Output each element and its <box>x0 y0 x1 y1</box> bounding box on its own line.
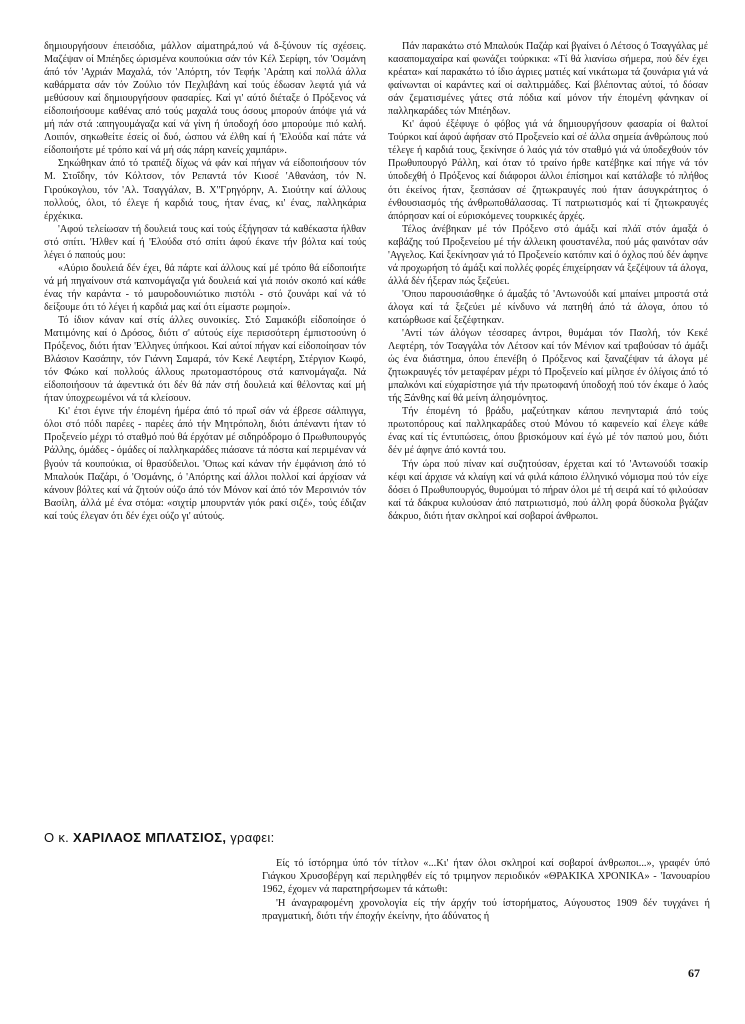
paragraph: 'Αφού τελείωσαν τή δουλειά τους καί τούς έξήγησαν τά καθέκαστα ήλθαν στό σπίτι. 'Ηλθεν καί ή 'Ελούδα στό σπίτι άφού έκανε τήν βόλτα καί τούς λέγει ό παπούς μου: <box>44 223 366 261</box>
left-column <box>44 40 366 523</box>
author-name: ΧΑΡΙΛΑΟΣ ΜΠΛΑΤΣΙΟΣ, <box>72 830 227 845</box>
paragraph: Σηκώθηκαν άπό τό τραπέζι δίχως νά φάν καί πήγαν νά είδοποιήσουν τόν Μ. Στοΐδην, τόν Κόλτσον, τόν Ρεπαντά τόν Κιοσέ 'Αθανάση, τόν Ν. Γιρούκογλου, τόν 'Αλ. Τσαγγάλαν, Β. Χ''Γρηγόρην, Α. Σιούτην καί άλλους πολλούς, όλοι, τό έλεγε ή καρδιά τους, ήταν ένας, κι' ένας, παλληκάρια έρχέκικα. <box>44 158 366 222</box>
paragraph: δημιουργήσουν έπεισόδια, μάλλον αίματηρά,πού νά δ-ξύνουν τίς σχέσεις. Μαζέψαν οί Μπέηδες ώρισμένα κουπούκια σάν τόν Κέλ Σερίφη, τόν 'Οσμάνη άπό τόν 'Αχριάν Μαχαλά, τόν 'Απόρτη, τόν Τεφήκ 'Αράπη καί πολλά άλλα καθάρματα σάν τόν Ζούλιο τόν Πεχλιβάνη καί τούς έδωσαν λεφτά γιά νά μεθύσουν καί δημιουργήσουν φασαρίες. Καί γι' αύτό διέταξε ό Πρόξενος νά είδοποιήσουμε καθένας από τούς μαχαλά τους όσους μπορούν άπόψε γιά νά μή πάν στά :απηγουμάγαζα καί νά γίνη ή ύποδοχή όσο μπορούμε πιό καλή. Λοιπόν, σηκωθείτε έσείς οί δυό, ώσπου νά έλθη καί ή 'Ελούδα καί πάτε νά είδοποιήστε μέ τρόπο καί νά μή σάς πάρη κανείς χαμπάρι». <box>44 41 366 157</box>
paragraph: 'Αντί τών άλόγων τέσσαρες άντροι, θυμάμαι τόν Πασλή, τόν Κεκέ Λεφτέρη, τόν Τσαγγάλα τόν Λέτσον καί τόν Μένιον καί τραβούσαν τό άμάξι ώς ένα διάστημα, όπου έπενέβη ό Πρόξενος καί ξαναζέψαν τά άλογα μέ ζητωκραυγές τόν μεταφέραν μέχρι τό Προξενείο καί μίλησε έν όλίγοις άπό τό μπαλκόνι καί εύχαρίστησε γιά τήν πρωτοφανή ύποδοχή πού τόν έκαμε ό λαός τής Ξάνθης καί θά μείνη άλησμόνητος. <box>388 328 708 405</box>
paragraph: Τέλος άνέβηκαν μέ τόν Πρόξενο στό άμάξι καί πλάϊ στόν άμαξά ό καβάζης τού Προξενείου μέ τήν άλλεικη φουστανέλα, πού μάς φαινόταν σάν 'Αγγελος. Καί ξεκίνησαν γιά τό Προξενείο κατόπιν καί ό όχλος πού δέν άφηνε νά προχωρήση τό άμάξι καί πολλές φορές έπιχείρησαν νά ξεζέψουν τά άλογα, άλλά δέν ήξεραν πώς ξεζεύει. <box>388 223 708 287</box>
right-column <box>388 40 708 523</box>
heading-suffix: γραφει: <box>230 830 275 845</box>
letter-body <box>262 857 710 923</box>
paragraph: 'Η άναγραφομένη χρονολογία είς τήν άρχήν τού ίστορήματος, Αύγουστος 1909 δέν τυγχάνει ή πραγματική, διότι τήν έποχήν έκείνην, ήτο άδύνατος ή <box>262 897 710 922</box>
letter-heading <box>44 830 275 845</box>
paragraph: «Αύριο δουλειά δέν έχει, θά πάρτε καί άλλους καί μέ τρόπο θά είδοποιήτε νά μή πηγαίνουν στά καπνομάγαζα γιά δουλειά καί γιά ποιόν σκοπό καί κάθε ένας τήν καράντα - τό μαυροδουνιώτικο πιστόλι - στό ζουνάρι καί νά τό δείξουμε ότι τό λέγει ή καρδιά μας καί ότι είμαστε ρωμηοί». <box>44 262 366 313</box>
heading-prefix: Ο κ. <box>44 830 70 845</box>
paragraph: Κι' άφού έξέφυγε ό φόβος γιά νά δημιουργήσουν φασαρία οί θαλτοί Τούρκοι καί άφού άφήσαν στό Προξενείο καί σέ άλλα σημεία άνθρώπους πού τέλεγε ή καρδιά τους, ξεκίνησε ό λαός γιά τόν σταθμό γιά νά ύποδεχθούν τόν Πρωθυπουργό Ράλλη, καί όταν τό τραίνο ήρθε κατέβηκε καί πήγε νά τόν ύποδεχθή ό Πρόξενος καί διάφοροι άλλοι έπίσημοι καί κατάλαβε τό πλήθος ότι έκείνος ήταν, ξεσπάσαν σέ ζητωκραυγές πού ήταν άσυγκράτητος ό ένθουσιασμός τής άνθρωποθάλασσας. Τί πατριωτισμός καί τί ζητωκραυγές άπόρησαν καί οί εύρισκόμενες τουρκικές άρχές. <box>388 119 708 222</box>
paragraph: Πάν παρακάτω στό Μπαλούκ Παζάρ καί βγαίνει ό Λέτσος ό Τσαγγάλας μέ κασαπομαχαίρα καί φωνάζει τούρκικα: «Τί θά λιανίσω σήμερα, πού δέν έχει κρέατα» καί παρακάτω τό ίδιο άγριες ματιές καί νικάτωμα τά ζουνάρια γιά νά φαίνωνται οί καράντες καί οί σαλτιρμάδες. Καί βλέποντας αύτοί, τό δόσαν σάν ζεματισμένες γάτες στά πόδια καί μόνον τήν έπομένη φάνηκαν οί παλληκαράδες τών Μπέηδων. <box>388 41 708 118</box>
paragraph: Κι' έτσι έγινε τήν έπομένη ήμέρα άπό τό πρωΐ σάν νά έβρεσε σάλπιγγα, όλοι στό πόδι παρέες - παρέες άπό τήν Μητρόπολη, διότι άπέναντι ήταν τό Προξενείο μέχρι τό σταθμό πού θά έρχόταν μέ σιδηρόδρομο ό Πρωθυπουργός Ράλλης, όμάδες - όμάδες οί παλληκαράδες πιάσανε τά πόστα καί περιμέναν νά βγούν τά κουπούκια, οί θρασύδειλοι. 'Οπως καί κάναν τήν έμφάνιση άπό τό Μπαλούκ Παζάρι, ό 'Οσμάνης, ό 'Απόρτης καί άλλοι πολλοί καί άρχίσαν νά κάνουν βόλτες καί νά ζητούν ούζο άπό τόν Μόνον καί άπό τόν Μερσινιόν τόν Βασίλη, άλλά μέ ένα στόμα: «σιχτίρ μπουρντάν γιόκ ρακί σιζέ», τούς έδιζαν καί τούς έλεγαν ότι δέν έχει ούζο γι' αύτούς. <box>44 406 366 522</box>
paragraph: Τό ίδιον κάναν καί στίς άλλες συνοικίες. Στό Σαμακόβι είδοποίησε ό Ματιμόνης καί ό Δρόσος, διότι σ' αύτούς είχε περισσότερη έμπιστοσύνη ό Πρόξενος, διότι ήταν 'Ελληνες ύπήκοοι. Καί αύτοί πήγαν καί είδοποίησαν τόν Βλάσιον Κασάπην, τόν Γιάννη Σαμαρά, τόν Κεκέ Λεφτέρη, Στέργιον Κωφό, τόν Φώκο καί πολλούς άλλους πρωτομαστόρους στά καπνομάγαζα. Νά είδοποιήσουν τά άφεντικά ότι δέν θά πάν στή δουλειά καί θέλοντας καί μή ήταν ύποχρεωμένοι νά τά κλείσουν. <box>44 314 366 405</box>
paragraph: Τήν έπομένη τό βράδυ, μαζεύτηκαν κάπου πενηνταριά άπό τούς πρωτοπόρους καί παλληκαράδες στού Μόνου τό καφενείο καί έλεγε κάθε ένας καί τίς έντυπώσεις, όπου βρισκόμουν καί έγώ μέ τόν παπού μου, διότι δέν μέ άφηνε άπό κοντά του. <box>388 406 708 457</box>
page-number: 67 <box>688 966 700 980</box>
paragraph: 'Οπου παρουσιάσθηκε ό άμαξάς τό 'Αντωνούδι καί μπαίνει μπροστά στά άλογα καί τά ξεζεύει μέ κίνδυνο νά πατηθή άπό τά άλογα, όπου τό κατώρθωσε καί ξεζέφτηκαν. <box>388 288 708 326</box>
paragraph: Τήν ώρα πού πίναν καί συζητούσαν, έρχεται καί τό 'Αντωνούδι τσακίρ κέφι καί άρχισε νά κλαίγη καί νά φιλά κάποιο έλληνικό νόμισμα πού τόν είχε δόσει ό Πρωθυπουργός, θυμούμαι τό πήραν όλοι μέ τή σειρά καί τό φιλούσαν καί τά δάκρυα κυλούσαν άπό πατριωτισμό, πού άλλη φορά δύσκολα βγάζαν δάκρυο, διότι ήταν σκληροί καί σοβαροί άνθρωποι. <box>388 458 708 522</box>
paragraph: Είς τό ίστόρημα ύπό τόν τίτλον «...Κι' ήταν όλοι σκληροί καί σοβαροί άνθρωποι...», γραφέν ύπό Γιάγκου Χρυσοβέργη καί περιληφθέν είς τό τριμηνον περιοδικόν «ΘΡΑΚΙΚΑ ΧΡΟΝΙΚΑ» - 'Ιανουαρίου 1962, έχομεν νά παρατηρήσωμεν τά κάτωθι: <box>262 858 710 896</box>
